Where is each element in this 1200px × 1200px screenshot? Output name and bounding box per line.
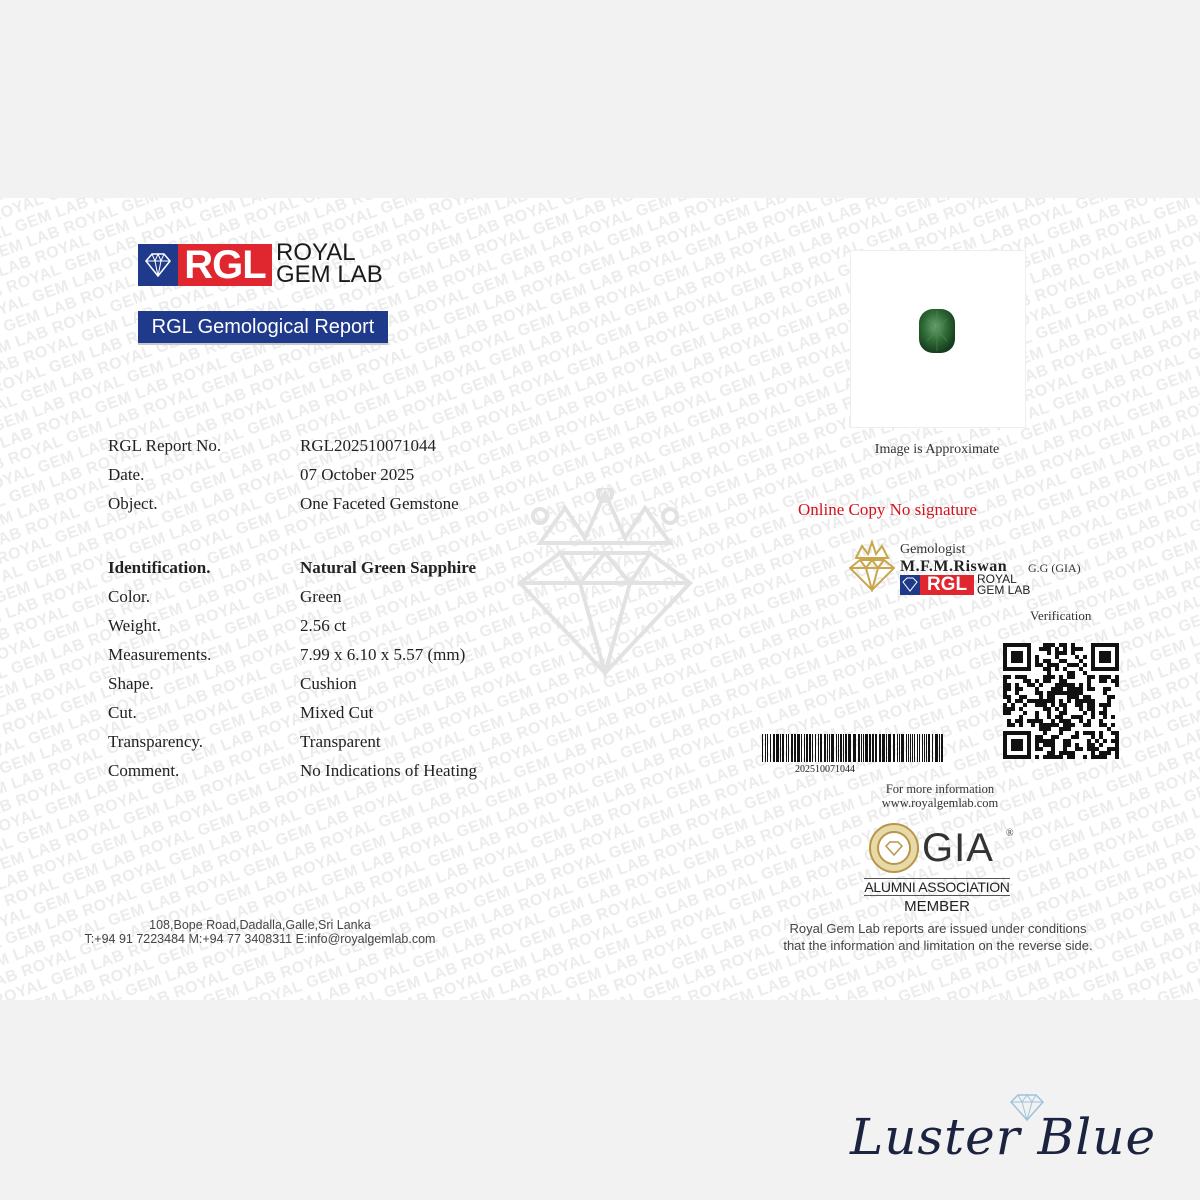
gemological-report-card	[0, 198, 1200, 1000]
rgl-logo-name	[276, 239, 383, 288]
gemologist-credential: G.G (GIA)	[1028, 561, 1081, 575]
field-label: Cut.	[108, 703, 137, 722]
green-sapphire-image	[917, 307, 957, 355]
diamond-icon	[143, 252, 173, 278]
gia-seal-icon	[868, 822, 920, 874]
field-value: Green	[300, 587, 342, 606]
identification-details	[108, 558, 548, 790]
contact-line: T:+94 91 7223484 M:+94 77 3408311 E:info@royalgemlab.com	[84, 932, 436, 946]
gemologist-title: Gemologist	[900, 542, 966, 557]
field-row-comment	[108, 761, 548, 790]
rgl-logo-letters: RGL	[178, 244, 272, 286]
field-value: 07 October 2025	[300, 465, 415, 484]
field-value: 7.99 x 6.10 x 5.57 (mm)	[300, 645, 466, 664]
footer-brand: Luster Blue	[850, 1108, 1157, 1166]
field-value: Cushion	[300, 674, 357, 693]
field-label: Measurements.	[108, 645, 212, 664]
field-label: Date.	[108, 465, 145, 484]
gia-alumni: ALUMNI ASSOCIATION	[864, 879, 1010, 895]
field-row-measurements	[108, 645, 548, 674]
field-label: Transparency.	[108, 732, 204, 751]
field-label: Weight.	[108, 616, 161, 635]
gia-registered: ®	[1006, 828, 1014, 839]
field-row-identification	[108, 558, 548, 587]
field-label: Identification.	[108, 558, 211, 577]
field-value: One Faceted Gemstone	[300, 494, 459, 513]
field-label: RGL Report No.	[108, 436, 222, 455]
badge-diamond	[900, 575, 920, 595]
more-info-line1: For more information	[885, 782, 995, 796]
conditions-line2: that the information and limitation on the reverse side.	[783, 938, 1093, 953]
report-title: RGL Gemological Report	[138, 311, 388, 345]
report-fields	[108, 436, 548, 523]
conditions-line1: Royal Gem Lab reports are issued under conditions	[789, 921, 1087, 936]
report-barcode	[760, 734, 948, 762]
rgl-logo-diamond	[138, 244, 178, 286]
website-link[interactable]: www.royalgemlab.com	[881, 796, 999, 810]
online-copy-notice: Online Copy No signature	[798, 500, 977, 519]
field-value: Natural Green Sapphire	[300, 558, 476, 577]
gemologist-name: M.F.M.Riswan	[900, 558, 1008, 575]
field-value: 2.56 ct	[300, 616, 347, 635]
badge-letters: RGL	[920, 575, 974, 595]
field-value: No Indications of Heating	[300, 761, 478, 780]
field-row-object	[108, 494, 548, 523]
diamond-icon	[900, 575, 920, 595]
barcode-number: 202510071044	[795, 764, 855, 775]
gia-wordmark: GIA	[922, 826, 994, 870]
field-value: Transparent	[300, 732, 381, 751]
field-label: Object.	[108, 494, 158, 513]
address-line1: 108,Bope Road,Dadalla,Galle,Sri Lanka	[149, 918, 371, 932]
logo-name-line2: GEM LAB	[276, 261, 383, 288]
more-info	[850, 782, 1030, 810]
field-value: Mixed Cut	[300, 703, 374, 722]
field-label: Shape.	[108, 674, 154, 693]
watermark-pattern: LAB ROYAL GEM LAB ROYAL GEM LAB ROYAL GEM LAB ROYAL GEM LAB ROYAL GEM LAB ROYAL GEM LAB GEM LAB ROYAL GEM ROYAL GEM LAB ROYAL GEM LAB ROYAL GEM LAB ROYAL GEM LAB ROYAL GEM LAB ROYAL GEM LAB ROYAL LAB ROYAL GEM LAB ROYAL GEM LAB ROYAL GEM LAB ROYAL GEM LAB ROYAL GEM LAB ROYAL GEM LAB ROYAL GEM LAB ROYAL GEM LAB ROYAL GEM LAB ROYAL GEM LAB ROYAL GEM LAB ROYAL GEM LAB ROYAL GEM LAB ROYAL GEM LAB ROYAL GEM LAB ROYAL GEM LAB ROYAL ROYAL GEM LAB ROYAL GEM LAB ROYAL GEM LAB ROYAL GEM LAB ROYAL GEM LAB ROYAL GEM LAB ROYAL GEM LAB ROYAL GEM LAB ROYAL GEM LAB GEM LAB ROYAL GEM LAB ROYAL GEM LAB ROYAL GEM LAB ROYAL GEM LAB ROYAL GEM LAB ROYAL GEM LAB ROYAL GEM LAB ROYAL GEM LAB ROYAL GEM LAB ROYAL GEM LAB ROYAL GEM LAB ROYAL GEM LAB ROYAL GEM LAB ROYAL GEM LAB ROYAL GEM LAB ROYAL GEM LAB ROYAL GEM LAB ROYAL GEM LAB ROYAL GEM LAB ROYAL GEM LAB ROYAL GEM LAB ROYAL GEM LAB ROYAL GEM LAB ROYAL GEM LAB ROYAL GEM LAB ROYAL GEM LAB ROYAL GEM LAB ROYAL GEM LAB ROYAL GEM LAB ROYAL GEM LAB ROYAL GEM LAB ROYAL GEM LAB ROYAL GEM LAB ROYAL GEM LAB ROYAL GEM LAB ROYAL GEM LAB ROYAL GEM LAB ROYAL LAB ROYAL GEM LAB ROYAL GEM LAB ROYAL GEM LAB ROYAL GEM LAB ROYAL GEM LAB ROYAL GEM LAB ROYAL GEM LAB ROYAL GEM LAB ROYAL GEM LAB ROYAL GEM LAB ROYAL GEM LAB ROYAL GEM LAB ROYAL GEM LAB ROYAL GEM LAB ROYAL GEM LAB ROYAL GEM LAB ROYAL GEM LAB ROYAL GEM LAB ROYAL GEM LAB ROYAL GEM LAB ROYAL GEM LAB ROYAL GEM LAB ROYAL GEM LAB ROYAL GEM LAB ROYAL GEM GEM LAB ROYAL GEM LAB ROYAL ROYAL GEM LAB ROYAL GEM LAB ROYAL GEM LAB ROYAL GEM LAB ROYAL GEM LAB ROYAL GEM LAB ROYAL GEM LAB ROYAL LAB ROYAL GEM LAB ROYAL GEM LAB ROYAL GEM LAB ROYAL GEM LAB ROYAL GEM LAB ROYAL GEM LAB ROYAL GEM LAB ROYAL GEM LAB ROYAL GEM LAB ROYAL GEM LAB ROYAL GEM LAB ROYAL GEM LAB ROYAL GEM LAB ROYAL GEM LAB ROYAL GEM LAB ROYAL GEM LAB ROYAL GEM LAB ROYAL GEM LAB ROYAL GEM LAB ROYAL GEM ROYAL GEM LAB ROYAL GEM LAB ROYAL GEM LAB ROYAL GEM LAB ROYAL GEM LAB ROYAL GEM LAB ROYAL GEM LAB ROYAL GEM LAB ROYAL GEM LAB LAB ROYAL GEM LAB ROYAL GEM LAB ROYAL GEM LAB ROYAL GEM LAB ROYAL GEM LAB ROYAL GEM LAB ROYAL GEM ROYAL GEM LAB ROYAL GEM LAB ROYAL GEM LAB ROYAL GEM LAB ROYAL GEM LAB ROYAL GEM LAB ROYAL GEM LAB ROYAL GEM LAB GEM LAB ROYAL ROYAL GEM LAB ROYAL GEM LAB ROYAL GEM LAB ROYAL GEM LAB ROYAL GEM ROYAL GEM LAB ROYAL GEM GEM LAB ROYAL GEM LAB ROYAL GEM LAB ROYAL GEM LAB ROYAL GEM LAB ROYAL LAB ROYAL ROYAL GEM LAB ROYAL GEM LAB ROYAL GEM LAB ROYAL GEM LAB ROYAL GEM LAB ROYAL GEM LAB ROYAL GEM GEM LAB ROYAL LAB ROYAL GEM LAB ROYAL GEM LAB ROYAL GEM LAB ROYAL GEM LAB ROYAL GEM LAB ROYAL GEM LAB ROYAL GEM LAB ROYAL GEM LAB ROYAL GEM LAB ROYAL GEM LAB ROYAL ROYAL GEM ROYAL GEM LAB ROYAL GEM LAB ROYAL GEM LAB ROYAL GEM LAB ROYAL GEM ROYAL GEM GEM LAB ROYAL GEM LAB ROYAL GEM LAB ROYAL LAB ROYAL GEM LAB ROYAL GEM LAB ROYAL GEM LAB ROYAL GEM LAB ROYAL GEM ROYAL GEM LAB ROYAL GEM LAB ROYAL LAB ROYAL GEM LAB ROYAL GEM LAB ROYAL GEM LAB ROYAL GEM LAB ROYAL GEM LAB ROYAL GEM LAB ROYAL GEM LAB ROYAL GEM LAB ROYAL GEM ROYAL GEM LAB ROYAL GEM LAB ROYAL GEM LAB ROYAL GEM LAB LAB ROYAL GEM LAB ROYAL GEM LAB ROYAL GEM LAB ROYAL GEM LAB ROYAL GEM LAB ROYAL GEM LAB ROYAL LAB ROYAL GEM LAB ROYAL GEM LAB ROYAL GEM LAB ROYAL GEM LAB ROYAL GEM ROYAL GEM LAB ROYAL GEM LAB LAB ROYAL GEM LAB ROYAL GEM LAB ROYAL LAB ROYAL GEM GEM LAB	[0, 265, 1200, 1000]
gold-crown-diamond-icon	[846, 538, 898, 592]
field-row-report-no	[108, 436, 548, 465]
badge-name-line1: ROYAL	[977, 572, 1017, 586]
verification-label: Verification	[1030, 608, 1092, 623]
lab-address	[60, 918, 460, 946]
field-label: Comment.	[108, 761, 180, 780]
field-row-cut	[108, 703, 548, 732]
field-row-date	[108, 465, 548, 494]
gemstone-image-frame	[850, 250, 1026, 428]
field-row-shape	[108, 674, 548, 703]
conditions-note	[770, 920, 1106, 954]
badge-name-line2: GEM LAB	[977, 583, 1031, 597]
verification-qr-code[interactable]	[1003, 643, 1119, 759]
field-value: RGL202510071044	[300, 436, 436, 455]
badge-name	[977, 574, 1030, 596]
logo-name-line1: ROYAL	[276, 239, 356, 266]
field-row-weight	[108, 616, 548, 645]
field-label: Color.	[108, 587, 151, 606]
field-row-transparency	[108, 732, 548, 761]
field-row-color	[108, 587, 548, 616]
image-caption: Image is Approximate	[874, 442, 1000, 457]
gia-member: MEMBER	[904, 898, 970, 915]
